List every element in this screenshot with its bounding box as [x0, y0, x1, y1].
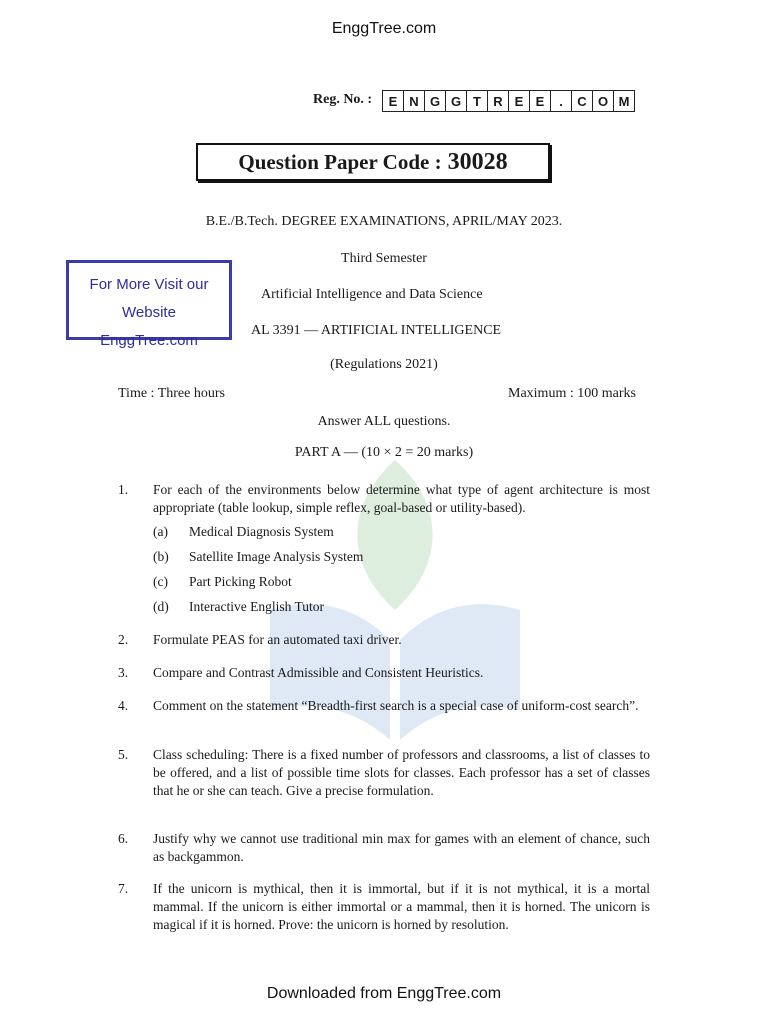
question-6 — [118, 830, 650, 866]
promo-line-1: For More Visit our Website — [89, 276, 209, 321]
reg-no-boxes — [382, 90, 635, 112]
time-allowed: Time : Three hours — [118, 386, 225, 401]
option-text: Interactive English Tutor — [189, 599, 324, 614]
reg-char: G — [425, 91, 446, 111]
subject: AL 3391 — ARTIFICIAL INTELLIGENCE — [251, 323, 502, 338]
reg-char: O — [593, 91, 614, 111]
question-text: For each of the environments below determine what type of agent architecture is most appropriate (table lookup, simple reflex, goal-based or utility-based). — [153, 482, 650, 515]
option-text: Part Picking Robot — [189, 574, 292, 589]
site-header-text: EnggTree.com — [331, 20, 437, 37]
part-a-heading: PART A — (10 × 2 = 20 marks) — [294, 445, 474, 460]
question-1-option-a — [153, 524, 334, 540]
maximum-marks: Maximum : 100 marks — [508, 386, 636, 401]
reg-char: N — [404, 91, 425, 111]
instruction: Answer ALL questions. — [317, 414, 451, 429]
option-label: (a) — [153, 524, 168, 539]
reg-char: E — [530, 91, 551, 111]
question-number: 7. — [118, 881, 129, 896]
semester: Third Semester — [341, 251, 427, 266]
question-1-option-c — [153, 574, 292, 590]
question-paper-code: 30028 — [447, 148, 508, 175]
promo-line-2: EnggTree.com — [100, 332, 198, 349]
reg-char: . — [551, 91, 572, 111]
question-5 — [118, 746, 650, 800]
option-text: Satellite Image Analysis System — [189, 549, 364, 564]
question-number: 6. — [118, 831, 129, 846]
reg-char: M — [618, 93, 630, 109]
question-number: 5. — [118, 747, 129, 762]
question-text: Formulate PEAS for an automated taxi driver. — [153, 632, 402, 647]
question-7 — [118, 880, 650, 934]
option-label: (b) — [153, 549, 169, 564]
question-text: Compare and Contrast Admissible and Consistent Heuristics. — [153, 665, 484, 680]
option-label: (d) — [153, 599, 169, 614]
question-4 — [118, 697, 650, 715]
regulations: (Regulations 2021) — [330, 357, 438, 372]
reg-no-label: Reg. No. : — [313, 92, 373, 107]
reg-char: E — [509, 91, 530, 111]
question-2 — [118, 631, 650, 649]
question-text: Class scheduling: There is a fixed number of professors and classrooms, a list of classes to be offered, and a list of possible time slots for classes. Each professor has a set of classes that he or she can teach. Give a precise formulation. — [153, 747, 650, 798]
question-text: If the unicorn is mythical, then it is immortal, but if it is not mythical, it is a mortal mammal. If the unicorn is either immortal or a mammal, then it is horned. The unicorn is magical if it is horned. Prove: the unicorn is horned by resolution. — [153, 881, 650, 932]
reg-char: G — [446, 91, 467, 111]
question-number: 2. — [118, 632, 129, 647]
site-footer-text: Downloaded from EnggTree.com — [266, 985, 502, 1002]
question-number: 1. — [118, 482, 129, 497]
reg-char: T — [467, 91, 488, 111]
question-paper-code-box — [196, 143, 550, 181]
website-promo-box[interactable] — [66, 260, 232, 349]
reg-char: C — [572, 91, 593, 111]
reg-char: R — [488, 91, 509, 111]
question-number: 4. — [118, 698, 129, 713]
question-1-option-d — [153, 599, 324, 615]
question-paper-code-label: Question Paper Code : — [238, 149, 442, 174]
question-text: Comment on the statement “Breadth-first search is a special case of uniform-cost search”. — [153, 698, 639, 713]
option-label: (c) — [153, 574, 168, 589]
question-1-option-b — [153, 549, 363, 565]
question-number: 3. — [118, 665, 129, 680]
question-1 — [118, 481, 650, 517]
reg-char: E — [383, 91, 404, 111]
question-3 — [118, 664, 650, 682]
exam-title: B.E./B.Tech. DEGREE EXAMINATIONS, APRIL/MAY 2023. — [205, 214, 563, 229]
branch: Artificial Intelligence and Data Science — [261, 287, 483, 302]
question-text: Justify why we cannot use traditional min max for games with an element of chance, such as backgammon. — [153, 831, 650, 864]
option-text: Medical Diagnosis System — [189, 524, 334, 539]
